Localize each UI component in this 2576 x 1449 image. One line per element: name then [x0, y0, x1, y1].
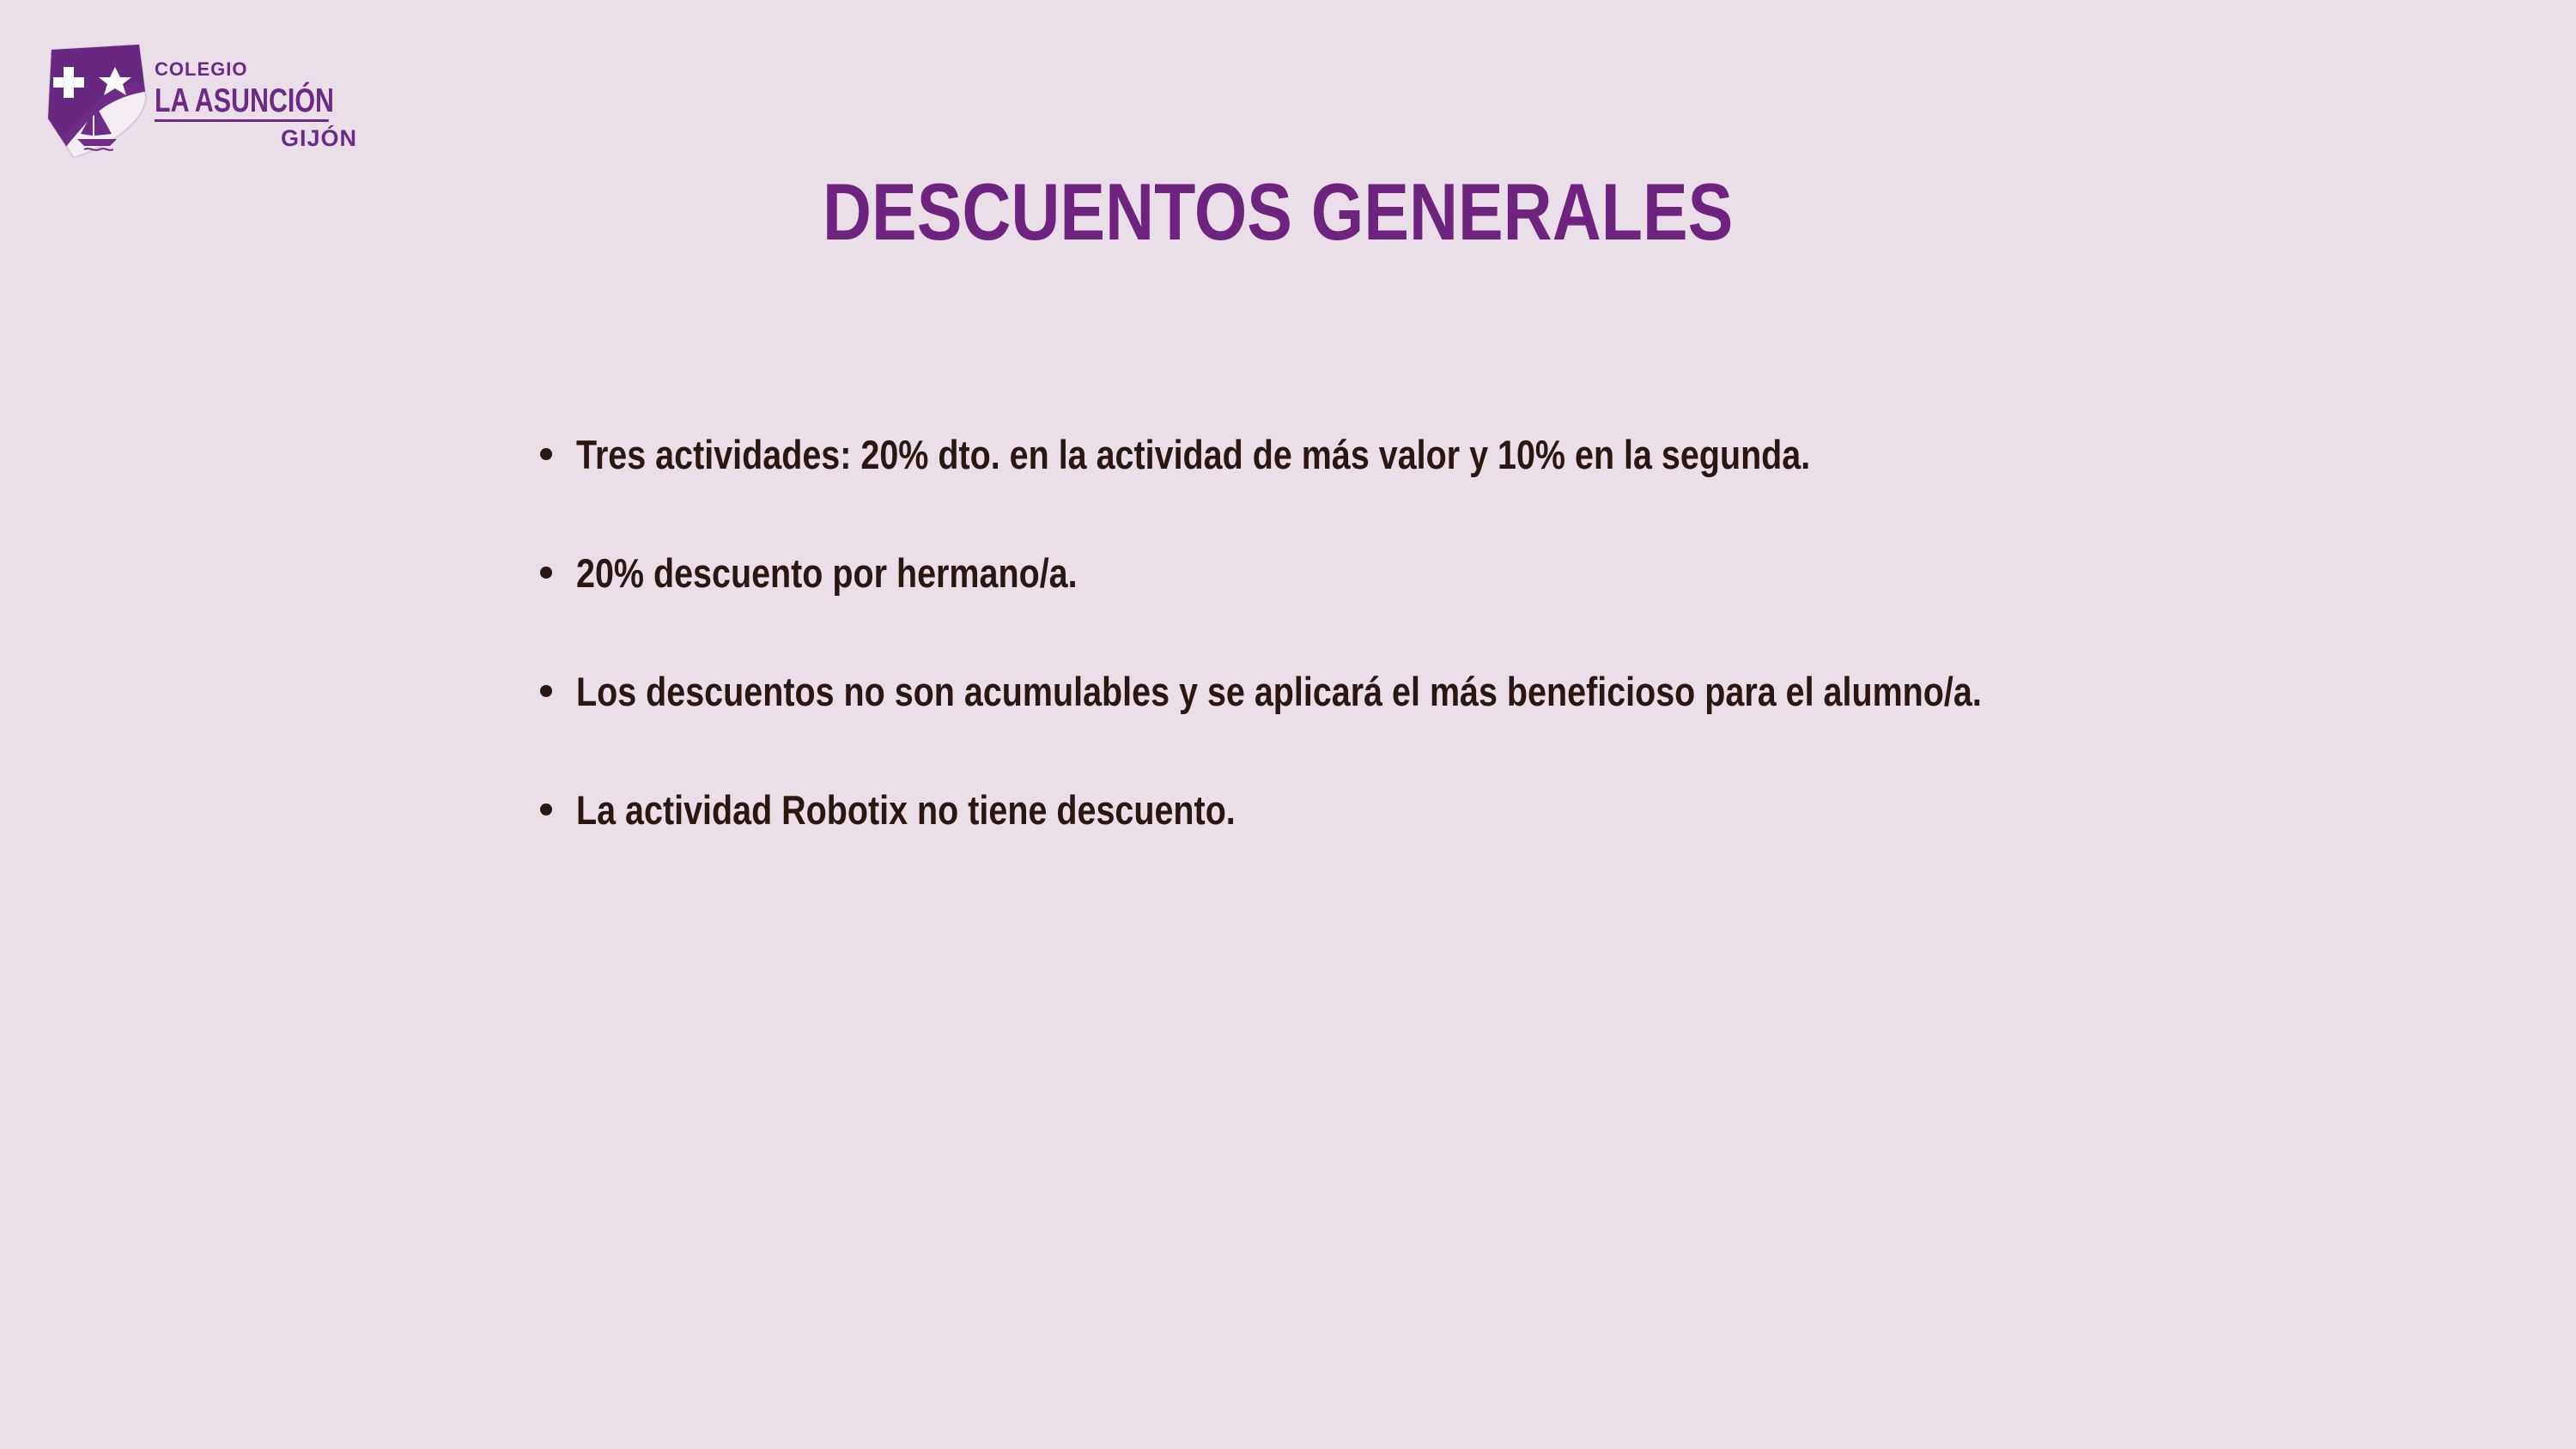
- logo-line-la-asuncion: LA ASUNCIÓN: [155, 84, 329, 122]
- bullet-icon: [540, 567, 552, 579]
- logo-line-gijon: GIJÓN: [280, 125, 357, 151]
- list-item-text: La actividad Robotix no tiene descuento.: [576, 787, 1236, 833]
- list-item: [537, 780, 2168, 899]
- list-item: [537, 543, 2168, 662]
- shield-logo-icon: [46, 41, 148, 158]
- bullet-icon: [540, 448, 552, 460]
- list-item: [537, 425, 2168, 543]
- discount-list: [537, 425, 2168, 899]
- list-item-text: Tres actividades: 20% dto. en la actividad de más valor y 10% en la segunda.: [576, 432, 1811, 477]
- bullet-icon: [540, 685, 552, 697]
- list-item: [537, 662, 2168, 780]
- bullet-icon: [540, 803, 552, 815]
- logo-wordmark: [155, 57, 369, 150]
- list-item-text: Los descuentos no son acumulables y se aplicará el más beneficioso para el alumno/a.: [576, 669, 1982, 714]
- school-logo: [46, 41, 357, 161]
- logo-line-colegio: COLEGIO: [155, 58, 248, 80]
- page-title: DESCUENTOS GENERALES: [823, 167, 1734, 257]
- list-item-text: 20% descuento por hermano/a.: [576, 550, 1078, 596]
